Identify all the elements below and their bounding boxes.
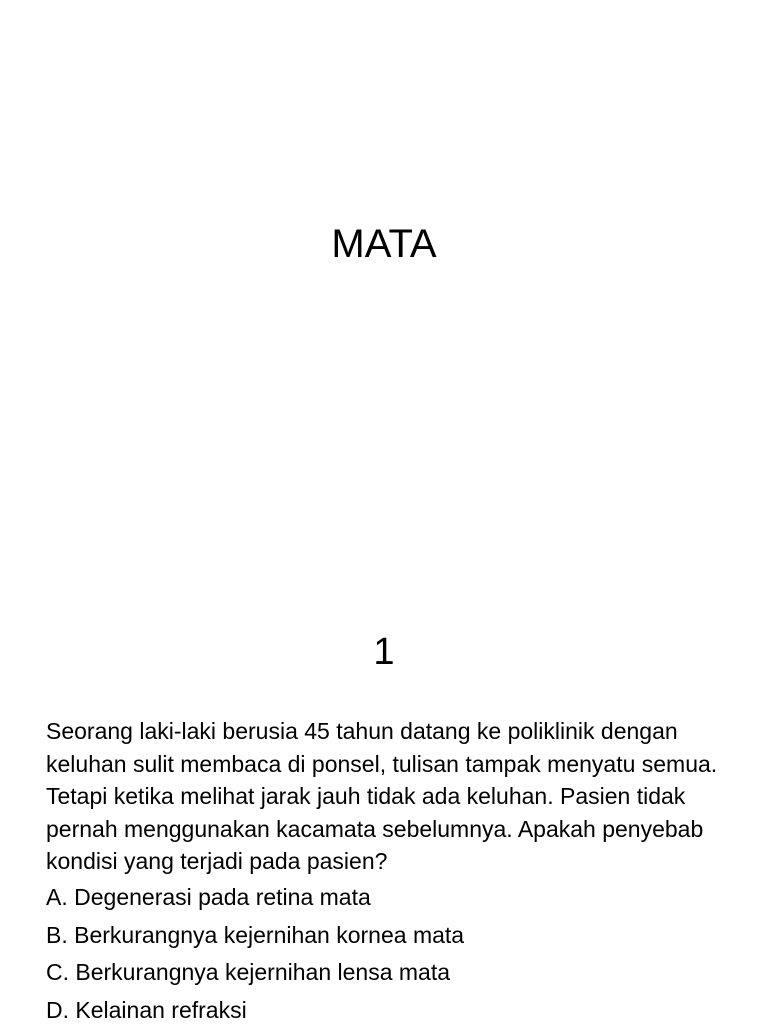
answer-option-c: C. Berkurangnya kejernihan lensa mata [46,959,451,985]
answer-option-d: D. Kelainan refraksi [46,996,247,1023]
question-number: 1 [373,631,395,673]
slide-title-heading: MATA [331,222,437,266]
answer-options [46,882,736,1032]
answer-option-b: B. Berkurangnya kejernihan kornea mata [46,921,465,948]
question-text: Seorang laki-laki berusia 45 tahun datang ke poliklinik dengan keluhan sulit membaca di ponsel, tulisan tampak menyatu semua. Tetapi ketika melihat jarak jauh tidak ada keluhan. Pasien tidak pernah menggunakan kacamata sebelumnya. Apakah penyebab kondisi yang terjadi pada pasien? [46,718,718,874]
slide-question [0,580,768,1024]
answer-option-a: A. Degenerasi pada retina mata [46,884,371,910]
